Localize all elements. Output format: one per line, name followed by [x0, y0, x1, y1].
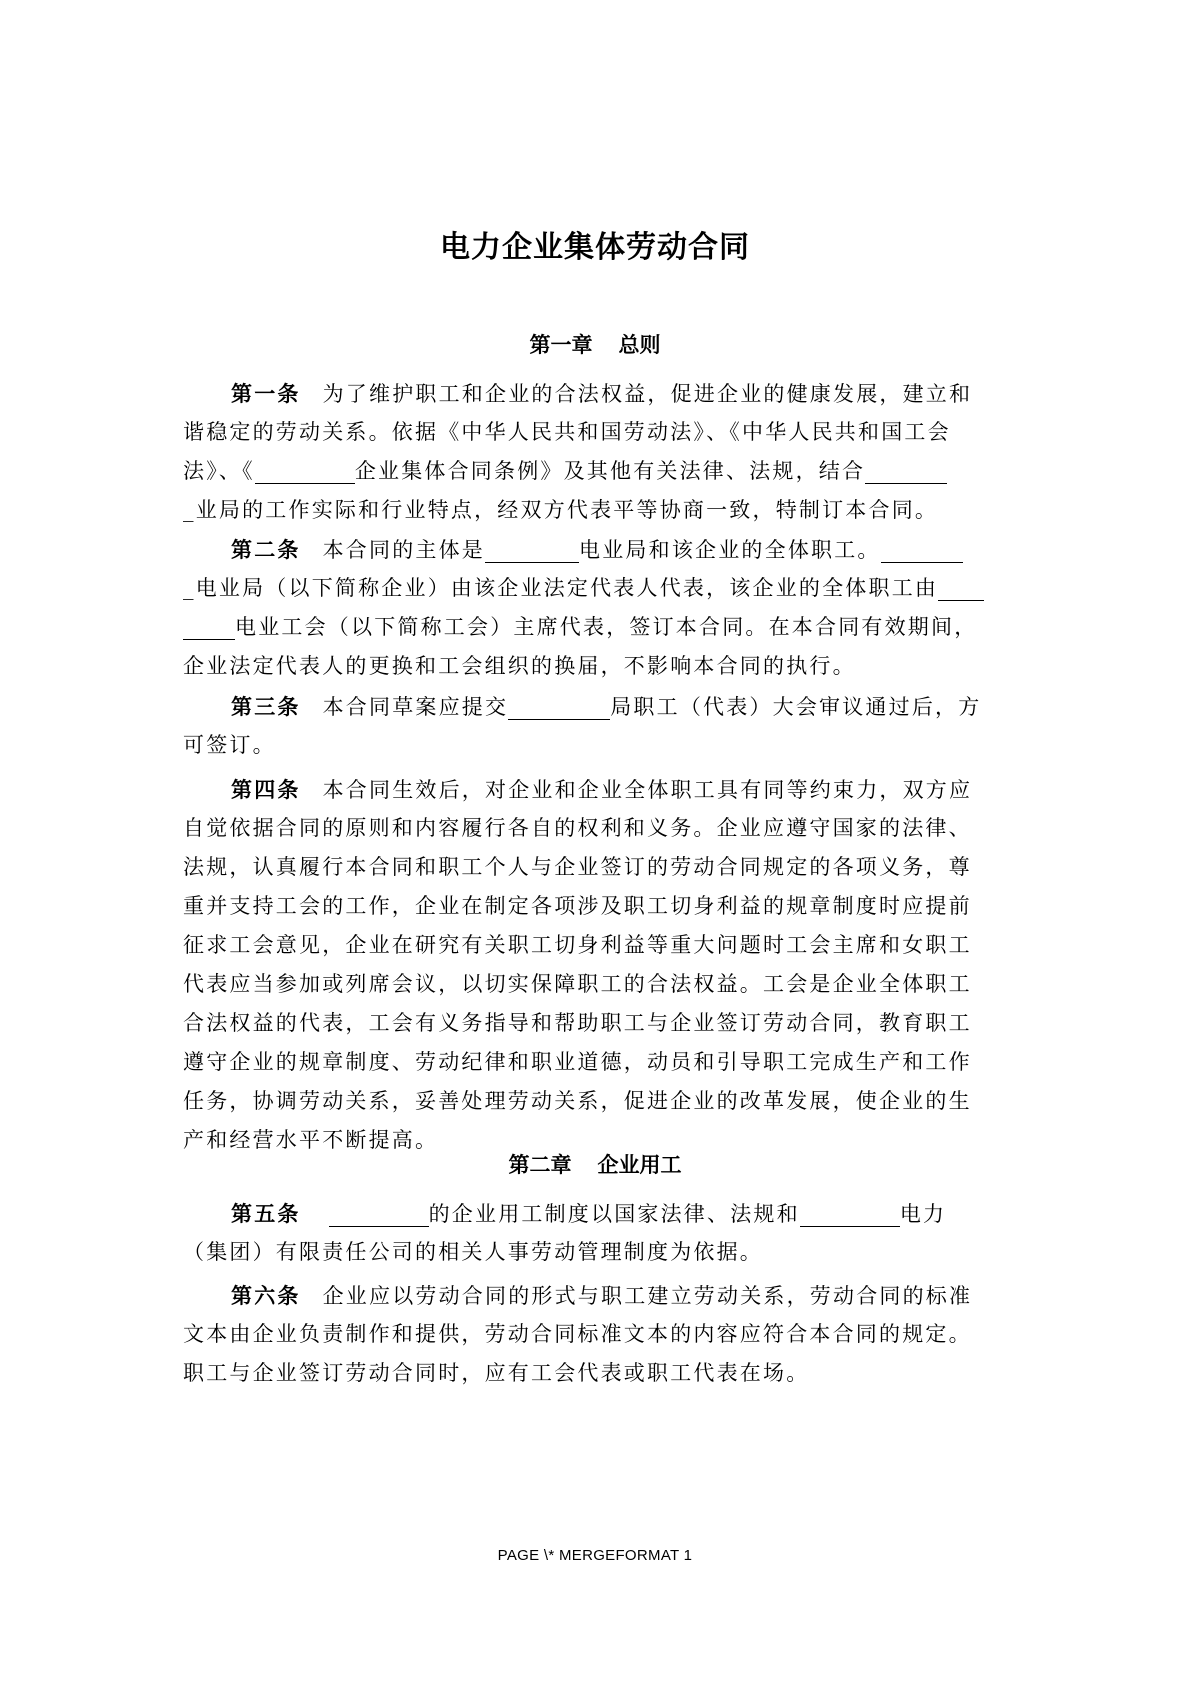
text-line: 职工与企业签订劳动合同时，应有工会代表或职工代表在场。	[183, 1361, 810, 1385]
chapter-name: 总则	[618, 332, 661, 357]
chapter-name: 企业用工	[597, 1152, 682, 1177]
text-line: 自觉依据合同的原则和内容履行各自的权利和义务。企业应遵守国家的法律、	[183, 816, 972, 840]
text-line: 企业应以劳动合同的形式与职工建立劳动关系，劳动合同的标准	[322, 1284, 973, 1308]
text-line: 企业法定代表人的更换和工会组织的换届，不影响本合同的执行。	[183, 654, 856, 678]
fill-in-blank	[485, 537, 579, 563]
text-line: 合法权益的代表，工会有义务指导和帮助职工与企业签订劳动合同，教育职工	[183, 1011, 972, 1035]
underscore-mark: _	[183, 498, 196, 522]
text-line: 业局的工作实际和行业特点，经双方代表平等协商一致，特制订本合同。	[195, 498, 939, 522]
text-line: 谐稳定的劳动关系。依据《中华人民共和国劳动法》、《中华人民共和国工会	[183, 420, 951, 444]
article-6	[183, 1276, 1020, 1393]
chapter-heading-2	[0, 1150, 1190, 1180]
text-line: 电业局和该企业的全体职工。	[579, 538, 881, 562]
article-lead: 第四条	[231, 777, 301, 802]
text-line: 本合同草案应提交	[322, 695, 509, 719]
article-lead: 第三条	[231, 694, 301, 719]
text-line: 征求工会意见，企业在研究有关职工切身利益等重大问题时工会主席和女职工	[183, 933, 972, 957]
text-line: 可签订。	[183, 733, 276, 757]
article-2	[183, 530, 1020, 686]
text-line: 法规，认真履行本合同和职工个人与企业签订的劳动合同规定的各项义务，尊	[183, 855, 972, 879]
fill-in-blank	[255, 458, 355, 484]
text-line: 局职工（代表）大会审议通过后，方	[610, 695, 982, 719]
fill-in-blank	[183, 614, 235, 640]
chapter-heading-1	[0, 330, 1190, 360]
fill-in-blank	[329, 1201, 429, 1227]
text-line: 法》、《	[183, 459, 255, 483]
text-line: 文本由企业负责制作和提供，劳动合同标准文本的内容应符合本合同的规定。	[183, 1322, 972, 1346]
text-line: 产和经营水平不断提高。	[183, 1128, 439, 1152]
text-line: 本合同的主体是	[322, 538, 486, 562]
fill-in-blank	[938, 575, 984, 601]
fill-in-blank	[865, 458, 947, 484]
underscore-mark: _	[183, 576, 196, 600]
text-line: 代表应当参加或列席会议，以切实保障职工的合法权益。工会是企业全体职工	[183, 972, 972, 996]
text-line: 电业局（以下简称企业）由该企业法定代表人代表，该企业的全体职工由	[195, 576, 939, 600]
fill-in-blank	[881, 537, 963, 563]
article-4	[183, 770, 1020, 1160]
text-line: 电力	[899, 1202, 947, 1226]
text-line: 重并支持工会的工作，企业在制定各项涉及职工切身利益的规章制度时应提前	[183, 894, 972, 918]
chapter-label: 第二章	[508, 1152, 572, 1177]
text-line: 本合同生效后，对企业和企业全体职工具有同等约束力，双方应	[322, 778, 973, 802]
article-lead: 第五条	[231, 1201, 301, 1226]
article-lead: 第二条	[231, 537, 301, 562]
text-line: 的企业用工制度以国家法律、法规和	[428, 1202, 800, 1226]
article-5	[183, 1194, 1020, 1272]
text-line: 任务，协调劳动关系，妥善处理劳动关系，促进企业的改革发展，使企业的生	[183, 1089, 972, 1113]
article-lead: 第一条	[231, 381, 301, 406]
article-3	[183, 687, 1020, 765]
page-footer: PAGE \* MERGEFORMAT 1	[497, 1547, 693, 1564]
chapter-label: 第一章	[529, 332, 593, 357]
fill-in-blank	[800, 1201, 900, 1227]
text-line: 电业工会（以下简称工会）主席代表，签订本合同。在本合同有效期间，	[235, 615, 978, 639]
text-line: 遵守企业的规章制度、劳动纪律和职业道德，动员和引导职工完成生产和工作	[183, 1050, 972, 1074]
text-line: 为了维护职工和企业的合法权益，促进企业的健康发展，建立和	[322, 382, 973, 406]
article-1	[183, 374, 1020, 530]
article-lead: 第六条	[231, 1283, 301, 1308]
text-line: 企业集体合同条例》及其他有关法律、法规，结合	[354, 459, 866, 483]
document-title: 电力企业集体劳动合同	[440, 230, 750, 265]
text-line: （集团）有限责任公司的相关人事劳动管理制度为依据。	[183, 1240, 763, 1264]
fill-in-blank	[508, 694, 610, 720]
